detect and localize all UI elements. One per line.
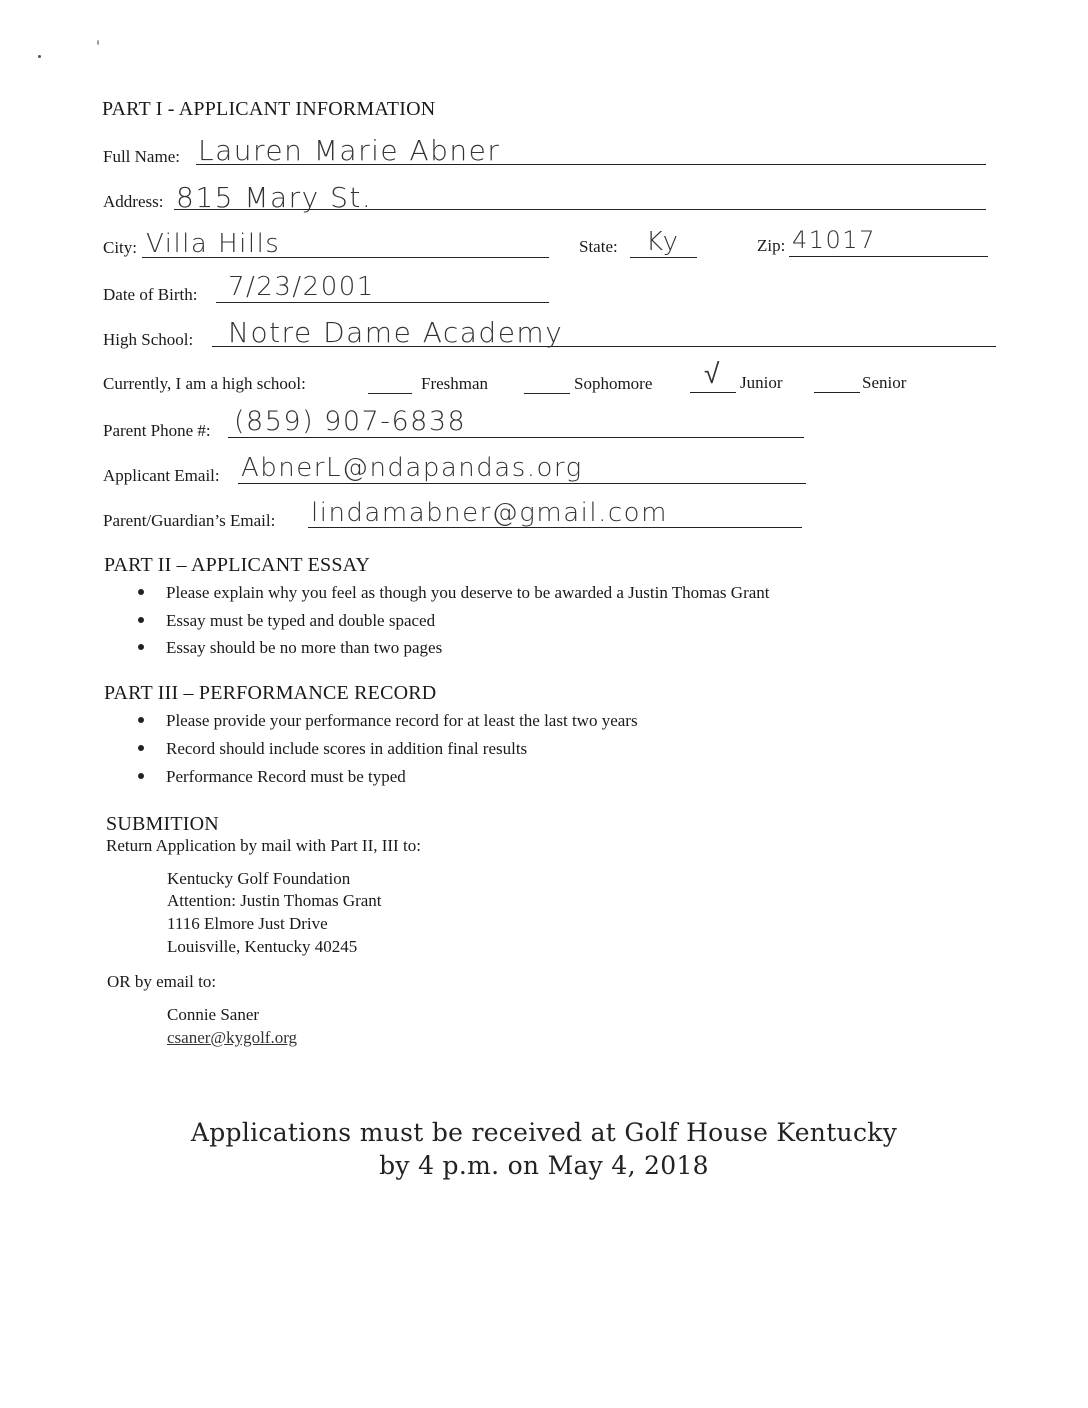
zip-field[interactable]: 41017 xyxy=(792,226,876,254)
applicant-email-field[interactable]: AbnerL@ndapandas.org xyxy=(241,453,583,483)
mail-address-line: Attention: Justin Thomas Grant xyxy=(167,891,382,910)
state-field[interactable]: Ky xyxy=(646,227,680,257)
part1-heading: PART I - APPLICANT INFORMATION xyxy=(102,98,436,120)
applicant-email-line xyxy=(238,483,806,484)
bullet-text: Essay should be no more than two pages xyxy=(166,638,443,657)
dob-label: Date of Birth: xyxy=(103,285,198,304)
parent-email-field[interactable]: lindamabner@gmail.com xyxy=(311,498,668,528)
part3-bullet xyxy=(138,711,638,731)
city-label: City: xyxy=(103,238,138,257)
parent-phone-line xyxy=(228,437,804,438)
applicant-email-label: Applicant Email: xyxy=(103,466,220,485)
part2-bullet xyxy=(138,583,770,603)
high-school-field[interactable]: Notre Dame Academy xyxy=(228,316,564,349)
or-email-text: OR by email to: xyxy=(107,972,217,991)
contact-email-link[interactable]: csaner@kygolf.org xyxy=(167,1028,298,1047)
bullet-text: Essay must be typed and double spaced xyxy=(166,611,436,630)
bullet-text: Record should include scores in addition final results xyxy=(166,739,528,758)
part2-bullet xyxy=(138,611,435,631)
junior-check-mark: √ xyxy=(704,357,721,390)
state-line xyxy=(630,257,697,258)
city-field[interactable]: Villa Hills xyxy=(146,229,281,259)
contact-name: Connie Saner xyxy=(167,1005,260,1024)
part2-bullet xyxy=(138,638,442,658)
dob-field[interactable]: 7/23/2001 xyxy=(228,272,375,302)
senior-blank[interactable] xyxy=(814,392,860,393)
bullet-text: Please explain why you feel as though you deserve to be awarded a Justin Thomas Grant xyxy=(166,583,770,602)
freshman-blank[interactable] xyxy=(368,393,412,394)
parent-email-label: Parent/Guardian’s Email: xyxy=(103,511,276,530)
mail-address-line: Kentucky Golf Foundation xyxy=(167,869,351,888)
senior-label: Senior xyxy=(862,373,907,392)
grade-prompt: Currently, I am a high school: xyxy=(103,374,306,393)
deadline-line-1: Applications must be received at Golf House Kentucky xyxy=(190,1118,898,1147)
mail-address-line: 1116 Elmore Just Drive xyxy=(167,914,328,933)
bullet-text: Please provide your performance record for at least the last two years xyxy=(166,711,638,730)
part2-heading: PART II – APPLICANT ESSAY xyxy=(104,554,371,576)
junior-label: Junior xyxy=(740,373,783,392)
high-school-label: High School: xyxy=(103,330,194,349)
zip-line xyxy=(789,256,988,257)
part3-heading: PART III – PERFORMANCE RECORD xyxy=(104,682,437,704)
freshman-label: Freshman xyxy=(421,374,489,393)
address-label: Address: xyxy=(103,192,164,211)
parent-phone-field[interactable]: (859) 907-6838 xyxy=(234,406,467,437)
state-label: State: xyxy=(579,237,618,256)
parent-phone-label: Parent Phone #: xyxy=(103,421,211,440)
full-name-label: Full Name: xyxy=(103,147,180,166)
sophomore-blank[interactable] xyxy=(524,393,570,394)
part3-bullet xyxy=(138,767,406,787)
mail-address-line: Louisville, Kentucky 40245 xyxy=(167,937,358,956)
full-name-field[interactable]: Lauren Marie Abner xyxy=(198,134,501,167)
sophomore-label: Sophomore xyxy=(574,374,653,393)
scan-speck xyxy=(97,40,99,45)
junior-blank[interactable] xyxy=(690,392,736,393)
part3-bullet xyxy=(138,739,527,759)
submission-intro: Return Application by mail with Part II, III to: xyxy=(106,836,421,855)
address-field[interactable]: 815 Mary St. xyxy=(176,181,373,214)
zip-label: Zip: xyxy=(757,236,786,255)
scan-speck xyxy=(38,55,41,58)
submission-heading: SUBMITION xyxy=(106,813,219,835)
deadline-line-2: by 4 p.m. on May 4, 2018 xyxy=(379,1151,709,1180)
bullet-text: Performance Record must be typed xyxy=(166,767,406,786)
dob-line xyxy=(216,302,549,303)
